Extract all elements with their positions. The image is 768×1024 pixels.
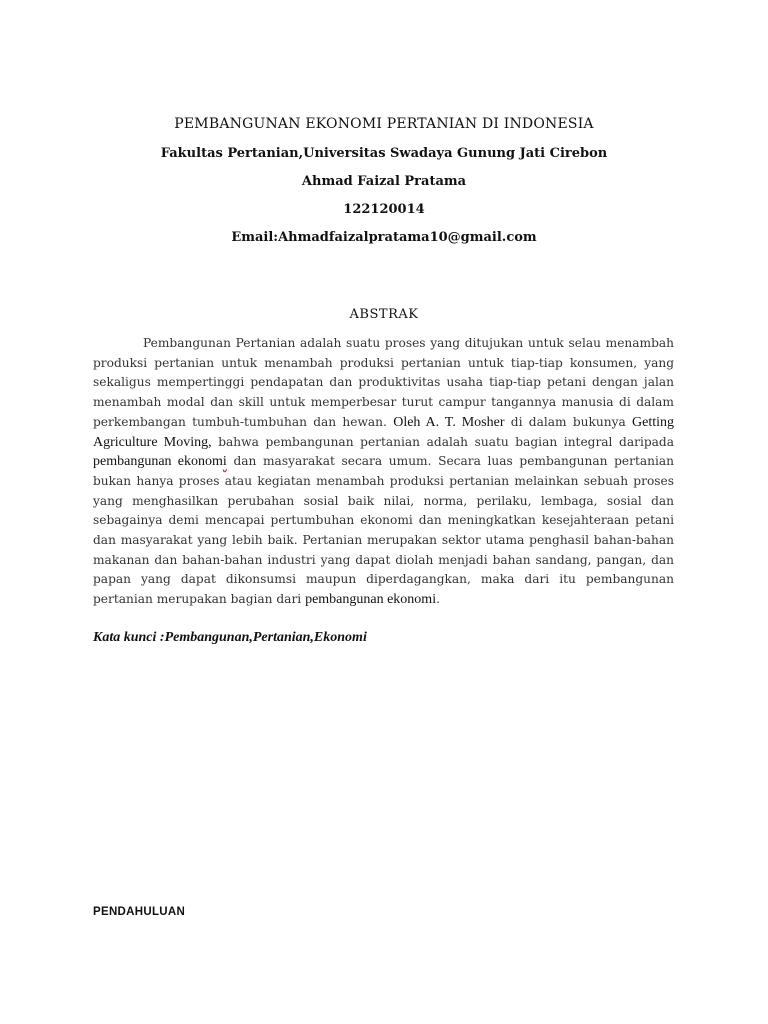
abstract-body xyxy=(93,334,674,610)
author-email: Email:Ahmadfaizalpratama10@gmail.com xyxy=(231,230,537,245)
abstract-text-book-title: Getting Agriculture Moving, xyxy=(93,414,675,450)
section-heading-pendahuluan: PENDAHULUAN xyxy=(93,906,186,918)
student-id: 122120014 xyxy=(343,202,425,217)
document-header xyxy=(0,114,768,252)
author-name: Ahmad Faizal Pratama xyxy=(301,174,467,189)
abstract-text-4: dan masyarakat secara umum. Secara luas pembangunan pertanian bukan hanya proses atau kegiatan menambah produksi pertanian melainkan sebuah proses yang menghasilkan perubahan sosial baik nilai, norma, perilaku, lembaga, sosial dan sebagainya demi mencapai pertumbuhan ekonomi dan meningkatkan kesejahteraan petani dan masyarakat yang lebih baik. Pertanian merupakan sektor utama penghasil bahan-bahan makanan dan bahan-bahan industri yang dapat diolah menjadi bahan sandang, pangan, dan papan yang dapat dikonsumsi maupun diperdagangkan, maka dari itu pembangunan pertanian merupakan bagian dari xyxy=(93,454,674,607)
abstract-text-link-2: pembangunan ekonomi xyxy=(305,592,437,608)
abstract-text-mosher: Oleh A. T. Mosher xyxy=(393,414,505,430)
document-title: PEMBANGUNAN EKONOMI PERTANIAN DI INDONESIA xyxy=(174,116,594,132)
abstract-text-2: di dalam bukunya xyxy=(510,414,626,429)
faculty-line: Fakultas Pertanian,Universitas Swadaya Gunung Jati Cirebon xyxy=(160,146,608,161)
abstract-text-3: bahwa pembangunan pertanian adalah suatu bagian integral daripada xyxy=(218,434,674,449)
keywords-line: Kata kunci :Pembangunan,Pertanian,Ekonomi xyxy=(93,630,367,645)
abstract-text-end: . xyxy=(436,592,440,607)
abstract-heading: ABSTRAK xyxy=(349,307,419,322)
abstract-text-link-1: pembangunan ekonom xyxy=(93,454,223,470)
abstract-text-1: Pembangunan Pertanian adalah suatu proses yang ditujukan untuk selau menambah produksi pertanian untuk menambah produksi pertanian untuk tiap-tiap konsumen, yang sekaligus mempertinggi pendapatan dan produktivitas usaha tiap-tiap petani dengan jalan menambah modal dan skill untuk memperbesar turut campur tangannya manusia di dalam perkembangan tumbuh-tumbuhan dan hewan. xyxy=(93,336,674,429)
spellcheck-marker: i xyxy=(222,454,227,470)
